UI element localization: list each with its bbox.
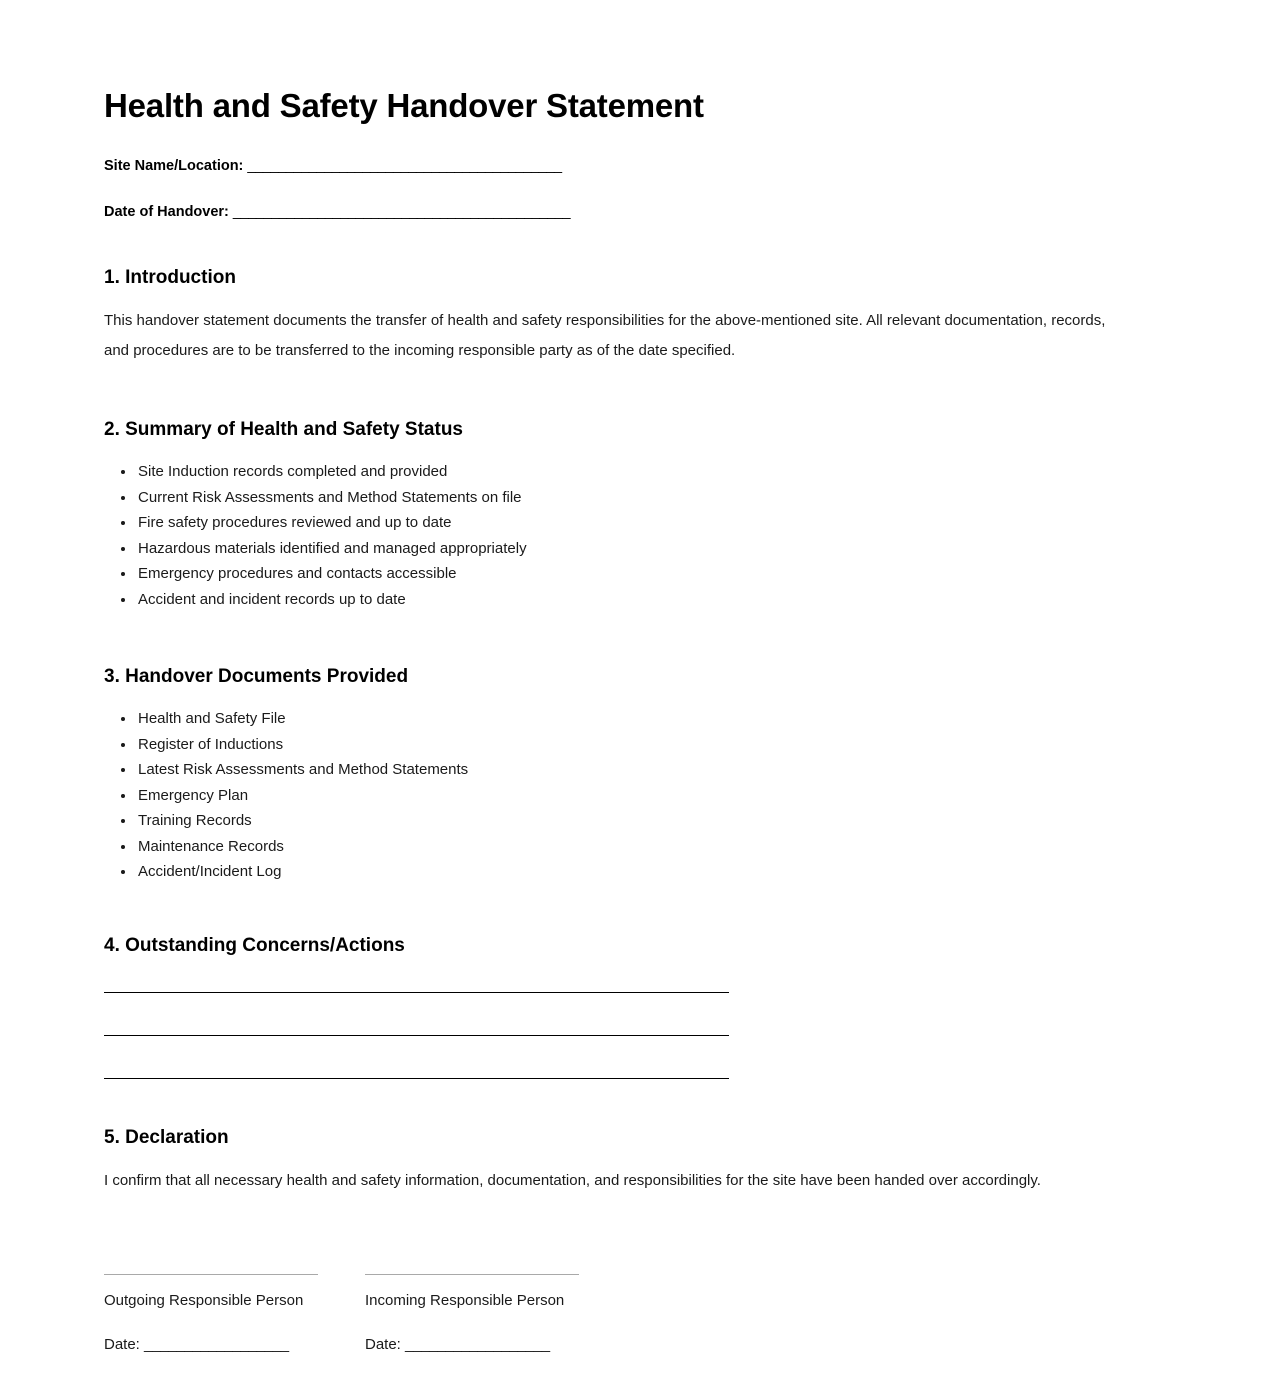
signature-date-label-outgoing: Date: <box>104 1335 140 1353</box>
page-title: Health and Safety Handover Statement <box>104 87 704 124</box>
signature-line-incoming[interactable] <box>365 1274 579 1275</box>
signature-line-outgoing[interactable] <box>104 1274 318 1275</box>
list-item: • Latest Risk Assessments and Method Statements <box>136 757 1114 783</box>
list-item: • Register of Inductions <box>136 732 1114 758</box>
introduction-paragraph: This handover statement documents the transfer of health and safety responsibilities for the above-mentioned site. All relevant documentation, records, and procedures are to be transferred to the incoming responsible party as of the date specified. <box>104 312 1106 359</box>
field-date-of-handover <box>104 202 1114 222</box>
field-blank-site-name-location[interactable]: _________________________________________ <box>247 158 562 174</box>
signature-date-blank-outgoing[interactable]: __________________ <box>144 1335 289 1353</box>
list-item: • Accident and incident records up to date <box>136 587 1114 613</box>
blank-rule-line[interactable] <box>104 1078 729 1079</box>
list-item: • Health and Safety File <box>136 706 1114 732</box>
list-item: • Training Records <box>136 808 1114 834</box>
summary-list <box>104 459 1114 612</box>
list-item: • Accident/Incident Log <box>136 859 1114 885</box>
section-heading-introduction: 1. Introduction <box>104 267 236 288</box>
field-blank-date-of-handover[interactable]: ____________________________________________ <box>232 204 571 220</box>
blank-rule-line[interactable] <box>104 992 729 993</box>
signature-caption-incoming: Incoming Responsible Person <box>365 1291 565 1309</box>
field-site-name-location <box>104 156 1114 176</box>
list-item: • Hazardous materials identified and managed appropriately <box>136 536 1114 562</box>
section-heading-handover-documents: 3. Handover Documents Provided <box>104 666 409 687</box>
blank-rule-line[interactable] <box>104 1035 729 1036</box>
section-heading-declaration: 5. Declaration <box>104 1126 229 1148</box>
list-item: • Site Induction records completed and provided <box>136 459 1114 485</box>
outstanding-concerns-write-in-area <box>104 992 1114 1079</box>
list-item: • Emergency Plan <box>136 783 1114 809</box>
list-item: • Current Risk Assessments and Method Statements on file <box>136 485 1114 511</box>
signature-column-incoming <box>365 1274 579 1357</box>
section-heading-outstanding-concerns: 4. Outstanding Concerns/Actions <box>104 934 405 956</box>
list-item: • Maintenance Records <box>136 834 1114 860</box>
signature-column-outgoing <box>104 1274 318 1357</box>
list-item: • Emergency procedures and contacts accessible <box>136 561 1114 587</box>
signature-date-label-incoming: Date: <box>365 1335 401 1353</box>
document-content <box>104 0 1114 1357</box>
field-label-site-name-location: Site Name/Location: <box>104 158 244 174</box>
signature-block <box>104 1274 1114 1357</box>
signature-date-incoming <box>365 1333 579 1357</box>
signature-date-blank-incoming[interactable]: __________________ <box>405 1335 550 1353</box>
handover-documents-list <box>104 706 1114 885</box>
signature-date-outgoing <box>104 1333 318 1357</box>
signature-caption-outgoing: Outgoing Responsible Person <box>104 1291 304 1309</box>
section-heading-summary: 2. Summary of Health and Safety Status <box>104 419 463 440</box>
declaration-paragraph: I confirm that all necessary health and safety information, documentation, and responsibilities for the site have been handed over accordingly. <box>104 1171 1041 1189</box>
field-label-date-of-handover: Date of Handover: <box>104 204 229 220</box>
list-item: • Fire safety procedures reviewed and up to date <box>136 510 1114 536</box>
